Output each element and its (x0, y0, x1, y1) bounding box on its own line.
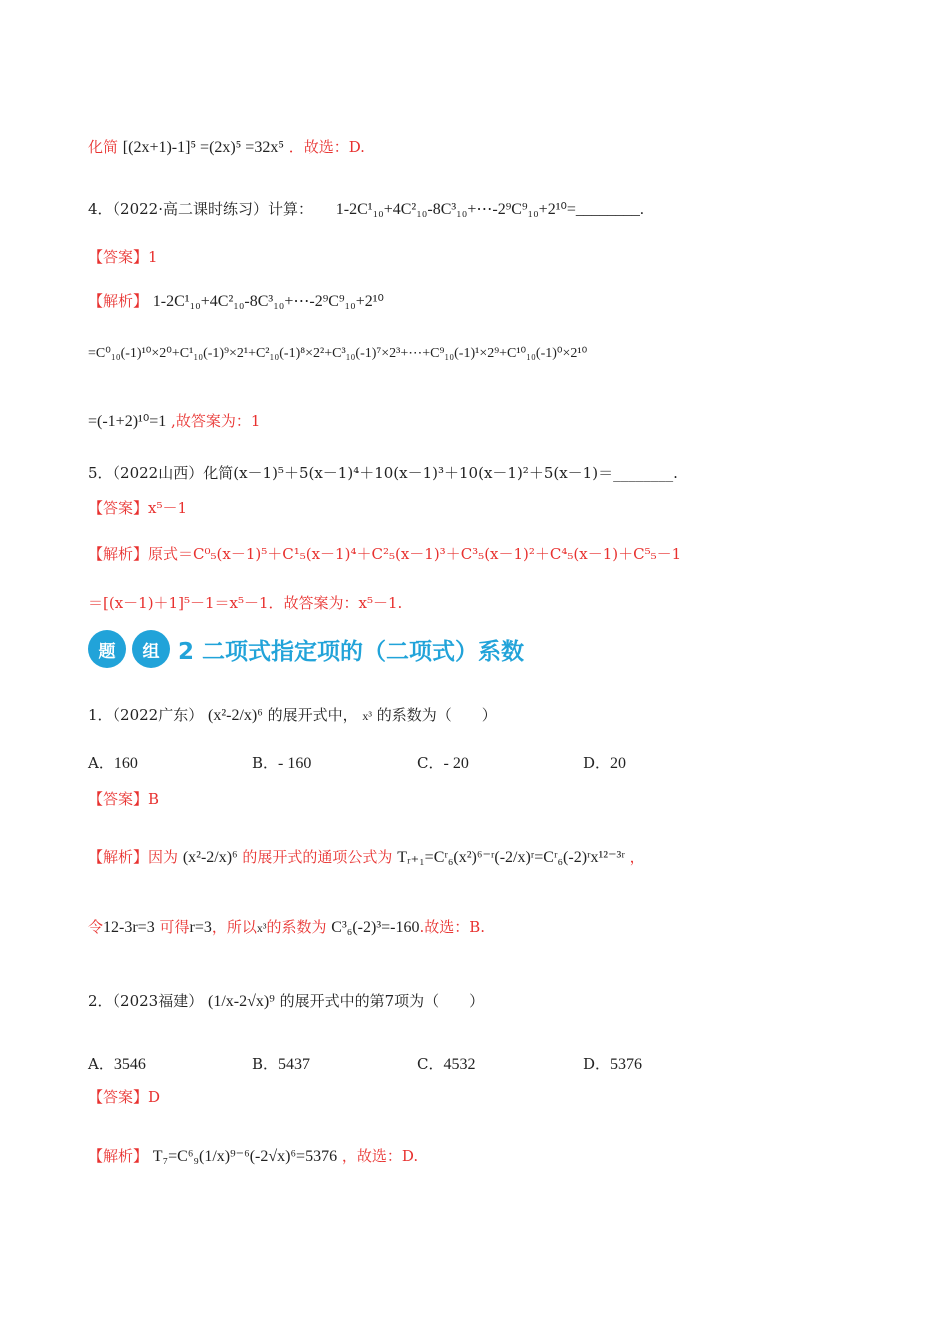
p1-analysis-pre: 因为 (148, 848, 179, 866)
q5-answer-label: 【答案】 (88, 499, 149, 517)
q4-stem: 4．（2022·高二课时练习）计算： (88, 200, 313, 218)
p1-stem-mid: 的展开式中， (267, 706, 358, 724)
q4-step2-math: =(-1+2)¹⁰=1 (88, 413, 167, 430)
p1-option-a-label: A． (88, 754, 114, 772)
p2-stem-post: 的展开式中的第7项为（ ） (279, 992, 485, 1010)
q4-analysis-line (88, 292, 384, 311)
q4-answer: 1 (148, 248, 158, 266)
p1-line2-mid2: ，所以 (211, 918, 257, 936)
p1-stem-line (88, 706, 497, 725)
q5-analysis: 原式＝C⁰₅(x－1)⁵＋C¹₅(x－1)⁴＋C²₅(x－1)³＋C³₅(x－1)²＋C⁴₅(x－1)＋C⁵₅－1 (148, 545, 682, 563)
p2-analysis-math: T₇=C⁶₉(1/x)⁹⁻⁶(-2√x)⁶=5376 (152, 1148, 338, 1165)
q4-step2-text: ,故答案为：1 (171, 412, 261, 430)
q5-answer-line (88, 499, 187, 517)
p2-option-b-value: 5437 (278, 1056, 311, 1073)
p2-analysis-line (88, 1147, 418, 1166)
p1-analysis-comma: ， (629, 848, 645, 866)
q4-expression: 1-2C¹₁₀+4C²₁₀-8C³₁₀+⋯-2⁹C⁹₁₀+2¹⁰=________. (335, 201, 644, 218)
q5-step2: ＝[(x－1)＋1]⁵－1＝x⁵－1．故答案为：x⁵－1. (88, 594, 403, 612)
p1-analysis-line (88, 848, 645, 867)
p1-option-d-label: D． (583, 754, 611, 772)
p1-stem-pre: 1．（2022广东） (88, 706, 204, 724)
q4-analysis-math: 1-2C¹₁₀+4C²₁₀-8C³₁₀+⋯-2⁹C⁹₁₀+2¹⁰ (152, 293, 384, 310)
p1-analysis-mid: 的展开式的通项公式为 (242, 848, 393, 866)
p1-option-d-value: 20 (610, 755, 627, 772)
p1-option-c-value: - 20 (443, 755, 469, 772)
p2-option-a-value: 3546 (113, 1056, 146, 1073)
p1-option-b-label: B． (252, 754, 279, 772)
q3-math: [(2x+1)-1]⁵ =(2x)⁵ =32x⁵ (122, 139, 284, 156)
q4-answer-label: 【答案】 (88, 248, 149, 266)
p2-option-b-label: B． (252, 1055, 279, 1073)
p1-stem-math: (x²-2/x)⁶ (208, 707, 263, 724)
p1-line2-pre: 令 (88, 918, 104, 936)
p1-option-a[interactable] (88, 752, 138, 773)
q5-stem: 5．（2022山西）化简(x－1)⁵＋5(x－1)⁴＋10(x－1)³＋10(x－1)²＋5(x－1)＝________. (88, 464, 678, 482)
p2-stem-pre: 2．（2023福建） (88, 992, 204, 1010)
p1-option-c-label: C． (417, 754, 444, 772)
p2-option-a[interactable] (88, 1053, 146, 1074)
p1-analysis-line2 (88, 918, 485, 937)
q5-analysis-line (88, 545, 681, 563)
p1-line2-mid3: 的系数为 (266, 918, 327, 936)
p1-option-b[interactable] (252, 752, 311, 773)
p2-analysis-post: ，故选：D. (341, 1147, 419, 1165)
p1-line2-math2: r=3 (189, 919, 212, 936)
p1-answer: B (148, 790, 160, 808)
p1-option-b-value: - 160 (278, 755, 312, 772)
p2-stem-line (88, 992, 484, 1011)
p2-answer-line (88, 1088, 160, 1106)
q4-step2-line (88, 412, 260, 431)
p2-option-c[interactable] (417, 1053, 475, 1074)
p2-option-d-label: D． (583, 1055, 611, 1073)
p2-option-c-value: 4532 (443, 1056, 476, 1073)
p2-answer: D (148, 1088, 161, 1106)
q3-solution-line (88, 138, 365, 157)
p2-option-b[interactable] (252, 1053, 310, 1074)
p1-line2-post: .故选：B. (419, 918, 486, 936)
q4-answer-line (88, 248, 158, 266)
section-badge-1: 题 (88, 630, 126, 668)
p1-line2-mid1: 可得 (159, 918, 190, 936)
p2-analysis-label: 【解析】 (88, 1147, 149, 1165)
section-title: 2 二项式指定项的（二项式）系数 (178, 638, 525, 665)
p1-option-a-value: 160 (113, 755, 138, 772)
section-badge-2: 组 (132, 630, 170, 668)
q4-step1: =C⁰₁₀(-1)¹⁰×2⁰+C¹₁₀(-1)⁹×2¹+C²₁₀(-1)⁸×2²+C³₁₀(-1)⁷×2³+⋯+C⁹₁₀(-1)¹×2⁹+C¹⁰₁₀(-1)⁰×2¹⁰ (88, 346, 588, 361)
q3-suffix: ．故选：D. (288, 138, 365, 156)
q5-analysis-label: 【解析】 (88, 545, 149, 563)
p1-analysis-math1: (x²-2/x)⁶ (182, 849, 238, 866)
p1-stem-post: 的系数为（ ） (376, 706, 497, 724)
p2-answer-label: 【答案】 (88, 1088, 149, 1106)
p1-option-d[interactable] (583, 752, 626, 773)
p2-option-d-value: 5376 (610, 1056, 643, 1073)
p1-answer-line (88, 790, 159, 808)
p1-line2-math1: 12-3r=3 (103, 919, 155, 936)
p1-answer-label: 【答案】 (88, 790, 149, 808)
p1-analysis-math2: Tᵣ₊₁=Cʳ₆(x²)⁶⁻ʳ(-2/x)ʳ=Cʳ₆(-2)ʳx¹²⁻³ʳ (397, 849, 625, 866)
q5-answer: x⁵－1 (148, 499, 188, 517)
p1-option-c[interactable] (417, 752, 469, 773)
p1-stem-x3: x³ (362, 709, 372, 723)
p2-option-c-label: C． (417, 1055, 444, 1073)
p1-line2-x3: x³ (256, 921, 267, 935)
p1-analysis-label: 【解析】 (88, 848, 149, 866)
p2-option-a-label: A． (88, 1055, 114, 1073)
p2-option-d[interactable] (583, 1053, 642, 1074)
p2-stem-math: (1/x-2√x)⁹ (208, 993, 275, 1010)
p1-line2-math3: C³₆(-2)³=-160 (331, 919, 420, 936)
q4-stem-line (88, 200, 644, 219)
q4-analysis-label: 【解析】 (88, 292, 149, 310)
section-header (88, 628, 524, 670)
q3-prefix: 化简 (88, 138, 119, 156)
